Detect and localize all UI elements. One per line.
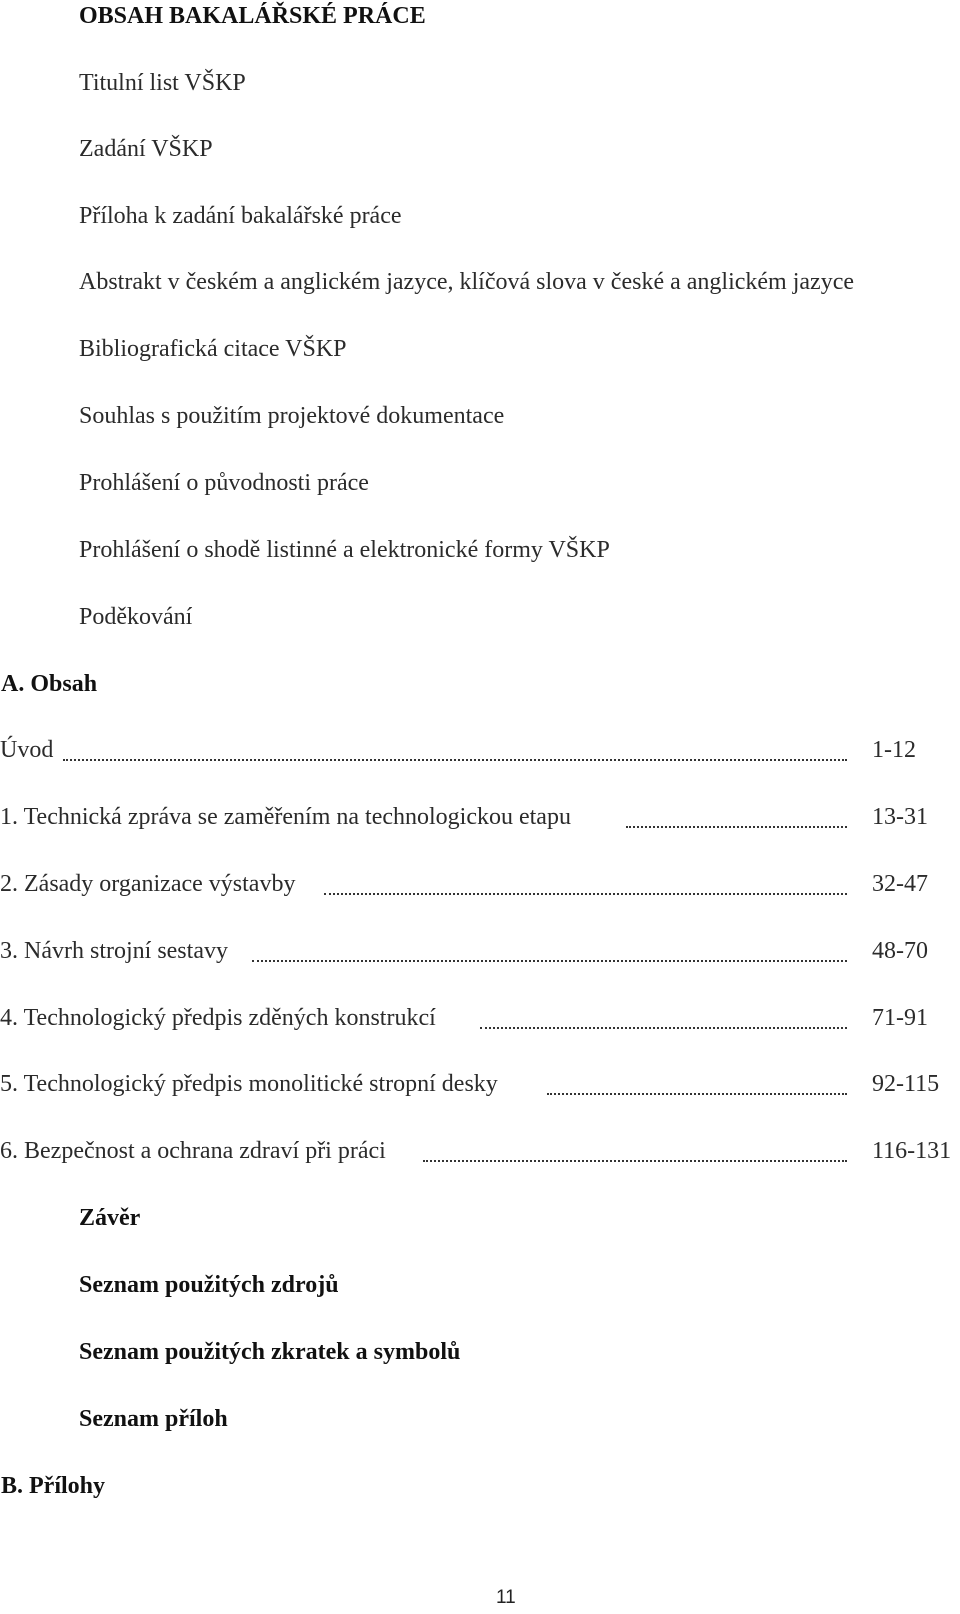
toc-dot-leader <box>63 759 847 761</box>
front-matter-item: Bibliografická citace VŠKP <box>79 336 347 362</box>
toc-entry <box>0 735 948 765</box>
toc-entry-pages: 13-31 <box>872 804 928 830</box>
toc-dot-leader <box>626 826 847 828</box>
page-number: 11 <box>496 1587 516 1608</box>
toc-entry <box>0 936 948 966</box>
back-matter-item: Seznam použitých zdrojů <box>79 1272 339 1298</box>
front-matter-item: Příloha k zadání bakalářské práce <box>79 203 402 229</box>
toc-dot-leader <box>252 960 847 962</box>
front-matter-item: Abstrakt v českém a anglickém jazyce, klíčová slova v české a anglickém jazyce <box>79 269 854 295</box>
toc-entry-pages: 116-131 <box>872 1138 952 1164</box>
toc-entry <box>0 1069 948 1099</box>
front-matter-item: Prohlášení o původnosti práce <box>79 470 369 496</box>
back-matter-item: Seznam příloh <box>79 1406 228 1432</box>
back-matter-item: Seznam použitých zkratek a symbolů <box>79 1339 461 1365</box>
section-a-title: A. Obsah <box>1 671 98 697</box>
toc-entry-pages: 71-91 <box>872 1005 928 1031</box>
toc-entry-label: 6. Bezpečnost a ochrana zdraví při práci <box>0 1138 386 1164</box>
section-b-title: B. Přílohy <box>1 1473 106 1499</box>
toc-dot-leader <box>480 1027 847 1029</box>
toc-dot-leader <box>423 1160 847 1162</box>
front-matter-item: Zadání VŠKP <box>79 136 213 162</box>
toc-entry-pages: 48-70 <box>872 938 928 964</box>
front-matter-item: Souhlas s použitím projektové dokumentace <box>79 403 505 429</box>
toc-entry <box>0 869 948 899</box>
toc-entry-label: 1. Technická zpráva se zaměřením na technologickou etapu <box>0 804 571 830</box>
document-heading: OBSAH BAKALÁŘSKÉ PRÁCE <box>79 3 426 29</box>
toc-dot-leader <box>324 893 847 895</box>
toc-entry-label: 3. Návrh strojní sestavy <box>0 938 228 964</box>
toc-dot-leader <box>547 1093 847 1095</box>
front-matter-item: Poděkování <box>79 604 193 630</box>
toc-entry <box>0 1136 952 1166</box>
toc-entry-pages: 32-47 <box>872 871 928 897</box>
toc-entry-pages: 92-115 <box>872 1071 940 1097</box>
toc-entry-pages: 1-12 <box>872 737 916 763</box>
toc-entry-label: 2. Zásady organizace výstavby <box>0 871 296 897</box>
back-matter-item: Závěr <box>79 1205 141 1231</box>
toc-entry <box>0 802 948 832</box>
toc-entry <box>0 1003 948 1033</box>
toc-entry-label: 5. Technologický předpis monolitické stropní desky <box>0 1071 498 1097</box>
front-matter-item: Titulní list VŠKP <box>79 70 246 96</box>
toc-entry-label: 4. Technologický předpis zděných konstrukcí <box>0 1005 436 1031</box>
toc-entry-label: Úvod <box>0 737 54 763</box>
front-matter-item: Prohlášení o shodě listinné a elektronické formy VŠKP <box>79 537 610 563</box>
